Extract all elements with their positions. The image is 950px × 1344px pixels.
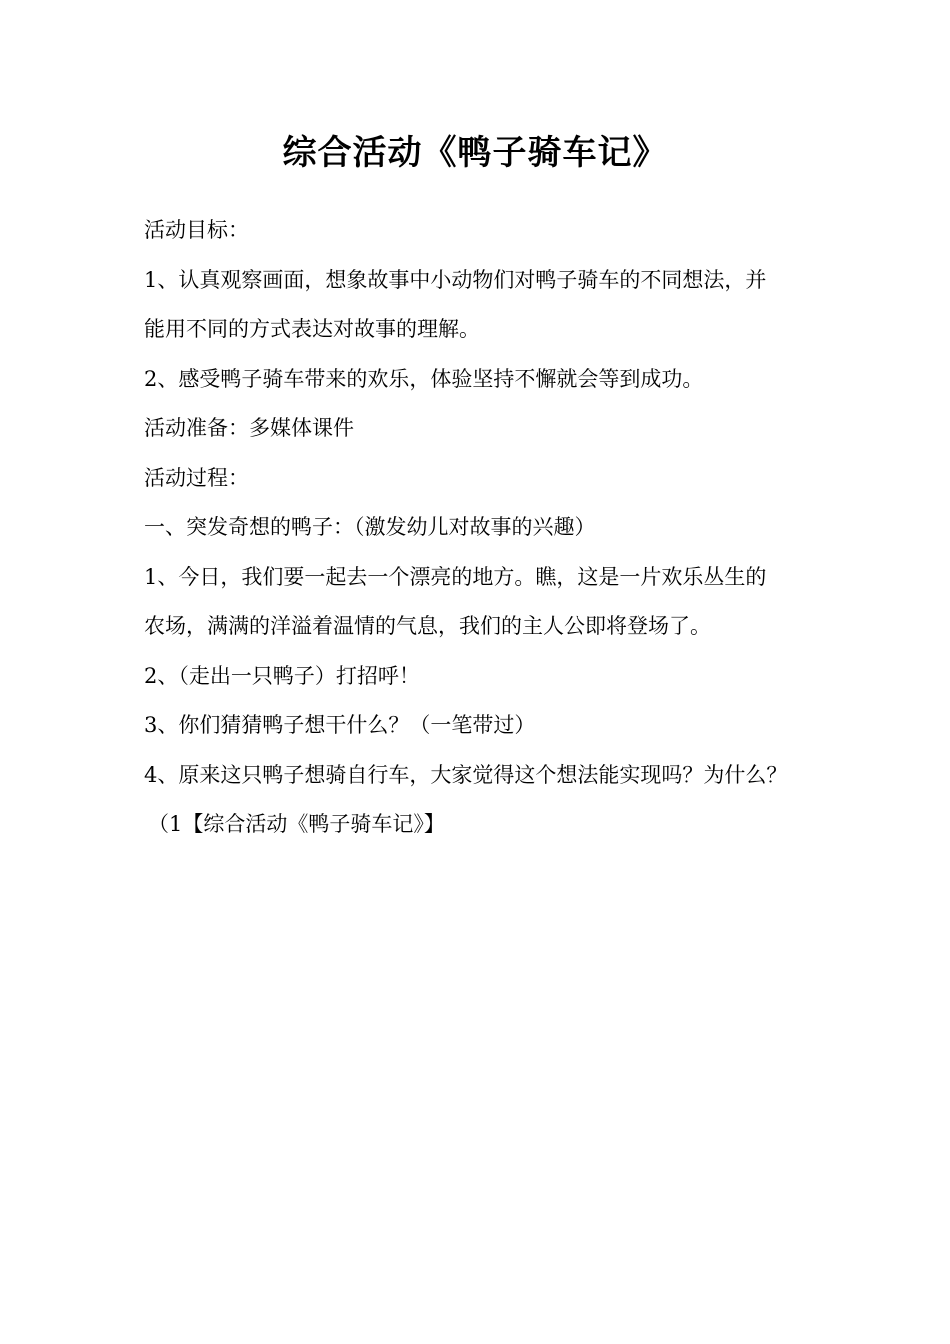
process-step-2: 2、（走出一只鸭子）打招呼！ <box>144 663 420 688</box>
goal-item-1-line-1: 1、认真观察画面，想象故事中小动物们对鸭子骑车的不同想法，并 <box>144 267 767 292</box>
process-step-4: 4、原来这只鸭子想骑自行车，大家觉得这个想法能实现吗？为什么？ <box>144 762 788 787</box>
process-sub-item: （1【综合活动《鸭子骑车记》】 <box>148 812 445 836</box>
goal-item-2: 2、感受鸭子骑车带来的欢乐，体验坚持不懈就会等到成功。 <box>144 366 704 391</box>
section-heading-process: 活动过程： <box>144 465 249 490</box>
process-step-1-line-1: 1、今日，我们要一起去一个漂亮的地方。瞧，这是一片欢乐丛生的 <box>144 564 767 589</box>
process-part-1-heading: 一、突发奇想的鸭子：（激发幼儿对故事的兴趣） <box>144 515 596 539</box>
document-title: 综合活动《鸭子骑车记》 <box>282 133 668 173</box>
process-step-1-line-2: 农场，满满的洋溢着温情的气息，我们的主人公即将登场了。 <box>144 614 711 638</box>
section-heading-preparation: 活动准备：多媒体课件 <box>144 416 354 440</box>
section-heading-goals: 活动目标： <box>144 218 249 242</box>
document-body <box>144 206 834 850</box>
goal-item-1-line-2: 能用不同的方式表达对故事的理解。 <box>144 317 480 341</box>
process-step-3: 3、你们猜猜鸭子想干什么？（一笔带过） <box>144 713 536 737</box>
